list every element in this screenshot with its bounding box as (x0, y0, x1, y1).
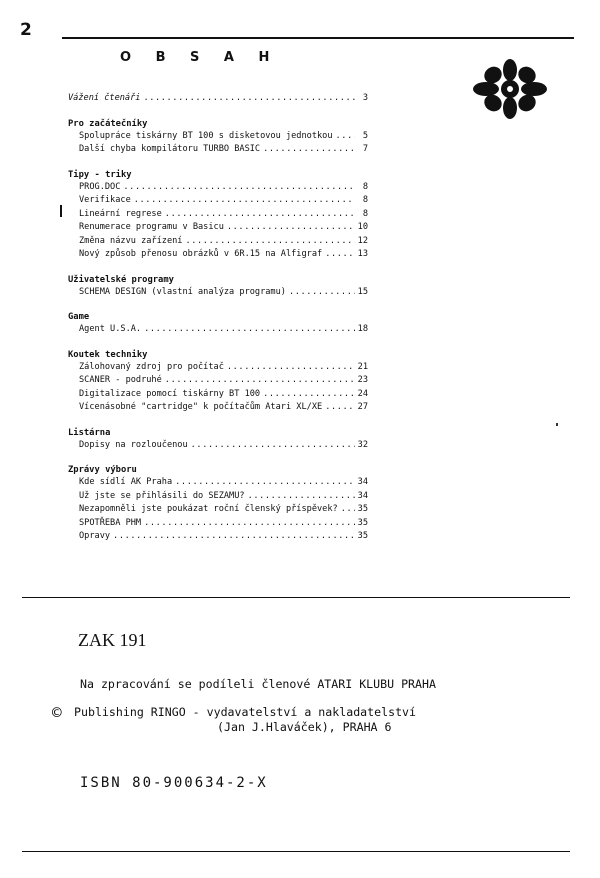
toc-item-title: Opravy (79, 531, 111, 541)
leader-dots (191, 439, 355, 453)
leader-dots (143, 92, 355, 106)
toc-item-title: Už jste se přihlásili do SEZAMU? (79, 490, 245, 501)
margin-mark (60, 205, 62, 217)
toc-item-page: 8 (362, 208, 368, 219)
top-rule (62, 37, 574, 39)
leader-dots (113, 530, 355, 544)
toc-section-title: Pro začátečníky (68, 118, 148, 129)
issue-number: ZAK 191 (78, 630, 147, 650)
toc-item[interactable] (79, 130, 368, 144)
copyright-icon: © (52, 703, 62, 722)
toc-item-title: Agent U.S.A. (79, 324, 142, 334)
toc-item-title: SCHEMA DESIGN (vlastní analýza programu) (79, 286, 286, 297)
toc-item-page: 35 (357, 531, 368, 541)
toc-item[interactable] (79, 476, 368, 490)
leader-dots (165, 374, 355, 388)
toc-item-page: 34 (357, 477, 368, 487)
toc-item[interactable] (79, 235, 368, 249)
toc-item-title: SPOTŘEBA PHM (79, 517, 142, 528)
copyright-block (52, 705, 416, 734)
toc-item-page: 32 (357, 439, 368, 450)
toc-section-items (68, 130, 368, 157)
toc-section-items (68, 323, 368, 337)
toc-item-page: 8 (362, 181, 368, 192)
leader-dots (134, 194, 355, 208)
toc-item-page: 35 (357, 504, 368, 514)
stray-mark (556, 423, 558, 426)
toc-section-title: Tipy - triky (68, 169, 132, 180)
toc-item[interactable] (79, 490, 368, 504)
toc-item-title: Renumerace programu v Basicu (79, 222, 224, 232)
toc-item-title: Dopisy na rozloučenou (79, 439, 188, 450)
toc-item[interactable] (79, 286, 368, 300)
toc-item[interactable] (79, 530, 368, 544)
table-of-contents (68, 92, 368, 544)
toc-item-title: Spolupráce tiskárny BT 100 s disketovou jednotkou (79, 130, 333, 141)
toc-item-page: 3 (362, 93, 368, 103)
isbn: ISBN 80-900634-2-X (80, 775, 268, 791)
toc-item-page: 13 (357, 249, 368, 259)
leader-dots (336, 130, 355, 144)
leader-dots (263, 388, 355, 402)
toc-section-title: Zprávy výboru (68, 465, 137, 475)
toc-intro[interactable] (68, 92, 368, 106)
toc-item-page: 35 (357, 517, 368, 528)
toc-item-title: Změna názvu zařízení (79, 235, 183, 246)
toc-item-title: Zálohovaný zdroj pro počítač (79, 361, 224, 372)
toc-section-items (68, 439, 368, 453)
toc-item-page: 10 (357, 222, 368, 232)
toc-item[interactable] (79, 221, 368, 235)
toc-item-title: Nezapomněli jste poukázat roční členský příspěvek? (79, 504, 338, 514)
leader-dots (289, 286, 355, 300)
toc-item-page: 18 (357, 324, 368, 334)
toc-item-page: 5 (362, 130, 368, 141)
toc-item-page: 23 (357, 375, 368, 385)
toc-section-items (68, 181, 368, 262)
toc-item-title: PROG.DOC (79, 181, 121, 192)
toc-item[interactable] (79, 361, 368, 375)
toc-item-title: Vážení čtenáři (68, 93, 141, 103)
bottom-rule (22, 851, 570, 852)
publisher-line-2: (Jan J.Hlaváček), PRAHA 6 (217, 720, 392, 734)
leader-dots (263, 143, 355, 157)
toc-section-title: Game (68, 312, 90, 322)
toc-section-title: Listárna (68, 427, 111, 438)
leader-dots (227, 361, 355, 375)
leader-dots (341, 503, 355, 517)
toc-item-page: 27 (357, 402, 368, 412)
toc-item[interactable] (79, 439, 368, 453)
divider-rule (22, 597, 570, 598)
toc-item-title: Lineární regrese (79, 208, 162, 219)
toc-section-title: Uživatelské programy (68, 274, 174, 285)
toc-item-page: 21 (357, 361, 368, 372)
toc-item[interactable] (79, 401, 368, 415)
toc-item-title: SCANER - podruhé (79, 375, 162, 385)
toc-item[interactable] (79, 194, 368, 208)
leader-dots (144, 323, 355, 337)
toc-item-title: Další chyba kompilátoru TURBO BASIC (79, 144, 261, 154)
publisher-line-1: Publishing RINGO - vydavatelství a nakladatelství (74, 705, 417, 719)
toc-section-items (68, 476, 368, 544)
toc-section-title: Koutek techniky (68, 349, 148, 360)
leader-dots (185, 235, 354, 249)
toc-item-title: Kde sídlí AK Praha (79, 477, 173, 487)
toc-sections (68, 118, 368, 544)
credits-line: Na zpracování se podíleli členové ATARI KLUBU PRAHA (80, 677, 436, 691)
leader-dots (325, 248, 354, 262)
toc-section-items (68, 286, 368, 300)
toc-item[interactable] (79, 517, 368, 531)
toc-item[interactable] (79, 143, 368, 157)
leader-dots (227, 221, 355, 235)
toc-section-items (68, 361, 368, 415)
toc-item[interactable] (79, 374, 368, 388)
toc-item-title: Digitalizace pomocí tiskárny BT 100 (79, 388, 261, 399)
toc-item-title: Nový způsob přenosu obrázků v 6R.15 na Alfigraf (79, 249, 323, 259)
leader-dots (144, 517, 355, 531)
toc-item-page: 24 (357, 388, 368, 399)
toc-item[interactable] (79, 181, 368, 195)
toc-item-page: 8 (362, 195, 368, 205)
toc-item-page: 34 (357, 490, 368, 501)
flower-logo (470, 58, 550, 120)
leader-dots (325, 401, 354, 415)
toc-item-page: 15 (357, 286, 368, 297)
toc-item-page: 12 (357, 235, 368, 246)
toc-item[interactable] (79, 388, 368, 402)
page-number: 2 (20, 20, 32, 40)
toc-item[interactable] (79, 503, 368, 517)
toc-item-page: 7 (362, 144, 368, 154)
toc-item[interactable] (79, 208, 368, 222)
leader-dots (165, 208, 355, 222)
leader-dots (248, 490, 355, 504)
toc-item-title: Vícenásobné "cartridge" k počítačům Atari XL/XE (79, 402, 323, 412)
toc-item[interactable] (79, 323, 368, 337)
leader-dots (123, 181, 355, 195)
leader-dots (175, 476, 355, 490)
contents-heading: O B S A H (120, 50, 280, 65)
toc-item[interactable] (79, 248, 368, 262)
toc-item-title: Verifikace (79, 195, 131, 205)
